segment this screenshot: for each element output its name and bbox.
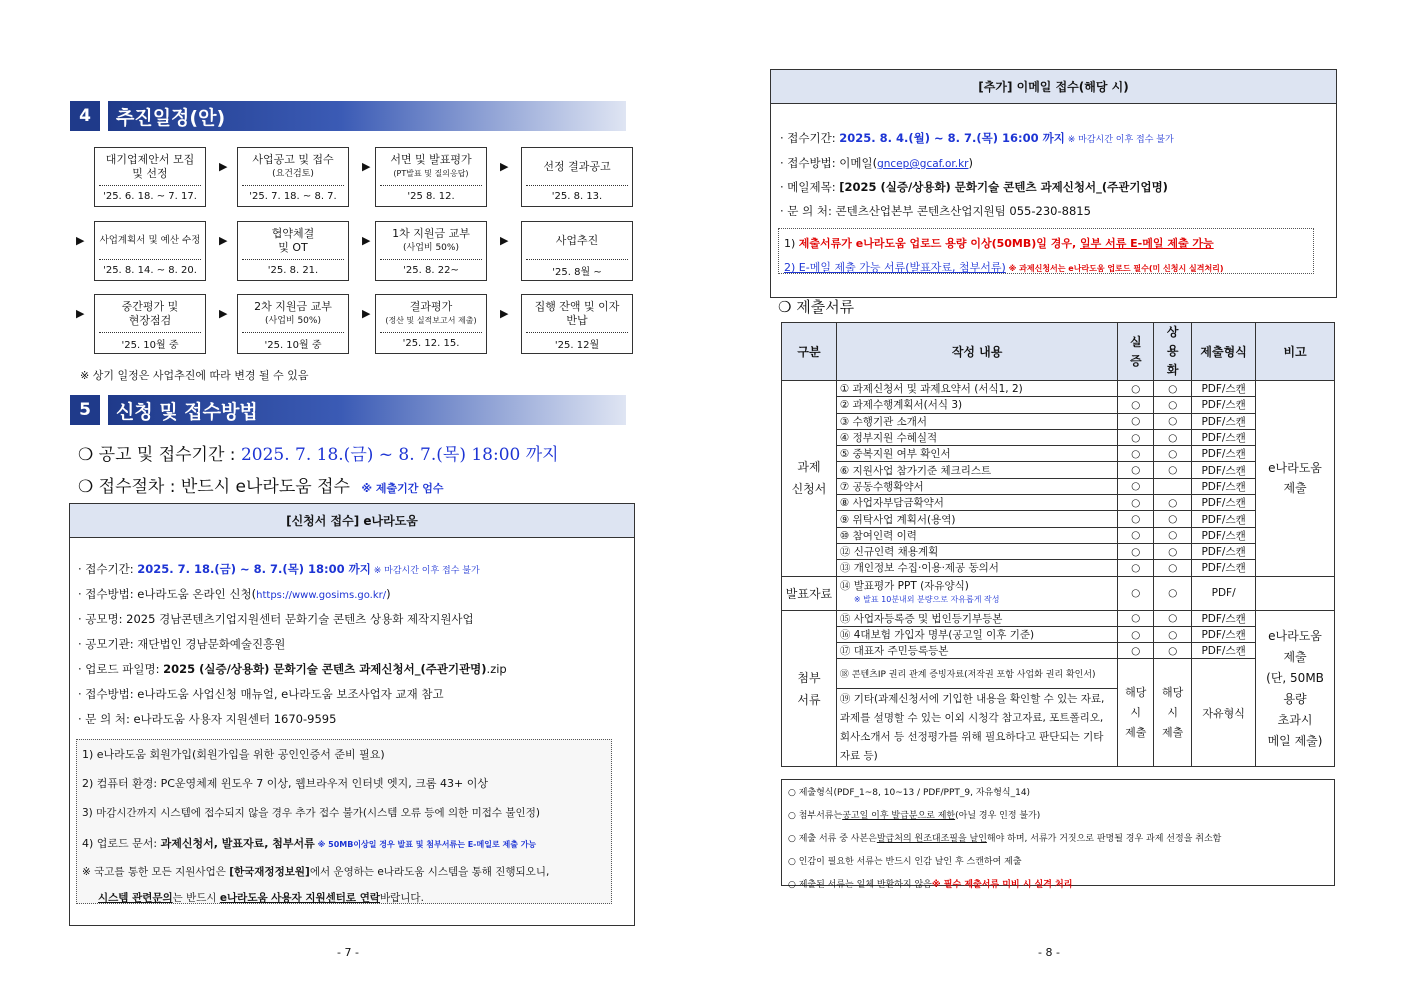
table-cell: PDF/스캔 — [1192, 495, 1256, 511]
schedule-step-title: 사업공고 및 접수 — [252, 152, 334, 166]
doc-note-5 — [782, 872, 1334, 895]
schedule-step-sub: (사업비 50%) — [265, 315, 321, 326]
schedule-step-title: 집행 잔액 및 이자 반납 — [534, 299, 620, 327]
email-line-period — [780, 130, 1174, 146]
flow-arrow-icon: ▶ — [362, 307, 371, 320]
flow-arrow-icon: ▶ — [76, 307, 85, 320]
table-row — [782, 381, 1335, 397]
flow-arrow-icon: ▶ — [362, 234, 371, 247]
col-header: 실 증 — [1118, 323, 1154, 381]
notice-2: 2) 컴퓨터 환경: PC운영체제 윈도우 7 이상, 웹브라우저 인터넷 엣지, 크롬 43+ 이상 — [82, 777, 489, 790]
schedule-step-title: 대기업제안서 모집 및 선정 — [105, 152, 195, 180]
text: · 접수기간: — [780, 131, 840, 145]
text: .zip — [486, 662, 507, 676]
schedule-step-sub: (PT발표 및 질의응답) — [393, 168, 469, 178]
schedule-step-date: '25. 12월 — [554, 339, 600, 351]
table-row — [782, 560, 1335, 576]
table-cell: PDF/ — [1192, 576, 1256, 610]
email-warning-1 — [784, 235, 1214, 251]
text: · 접수방법: e나라도움 온라인 신청( — [78, 587, 257, 601]
text: ⑭ 발표평가 PPT (자유양식) — [839, 580, 969, 593]
table-cell: PDF/스캔 — [1192, 413, 1256, 429]
text: · 접수기간: — [78, 562, 138, 576]
table-cell: ○ — [1154, 560, 1192, 576]
docs-title: ❍ 제출서류 — [778, 298, 855, 316]
text: ※ 발표 10분내외 분량으로 자유롭게 작성 — [853, 595, 1000, 605]
flow-arrow-icon: ▶ — [500, 307, 509, 320]
table-cell: ○ — [1154, 429, 1192, 445]
table-cell: PDF/스캔 — [1192, 446, 1256, 462]
table-cell: ○ — [1118, 495, 1154, 511]
schedule-step-title-area — [526, 222, 628, 260]
table-row — [782, 413, 1335, 429]
schedule-step-date: '25. 10월 중 — [121, 339, 179, 351]
email-box-title: [추가] 이메일 접수(해당 시) — [771, 70, 1336, 104]
schedule-note: ※ 상기 일정은 사업추진에 따라 변경 될 수 있음 — [80, 369, 309, 382]
app-line-period — [78, 561, 480, 577]
text: ○ 첨부서류는 — [788, 811, 843, 821]
flow-arrow-icon: ▶ — [500, 234, 509, 247]
schedule-step — [521, 294, 633, 354]
table-cell: 해당 시 제출 — [1118, 659, 1154, 767]
gosims-link[interactable]: https://www.gosims.go.kr/ — [256, 590, 387, 601]
table-cell: ④ 정부지원 수혜실적 — [836, 429, 1117, 445]
table-cell: ○ — [1118, 626, 1154, 642]
schedule-step — [375, 221, 487, 281]
schedule-step-date: '25. 8. 22~ — [403, 264, 459, 276]
table-cell: ○ — [1118, 511, 1154, 527]
table-cell: ⑫ 신규인력 채용계획 — [836, 543, 1117, 559]
schedule-step-title: 2차 지원금 교부 — [254, 299, 332, 313]
schedule-step-title: 서면 및 발표평가 — [390, 152, 472, 166]
notice-3: 3) 마감시간까지 시스템에 접수되지 않을 경우 추가 접수 불가(시스템 오류 등에 의한 미접수 불인정) — [82, 807, 540, 819]
doc-note-1: ○ 제출형식(PDF_1~8, 10~13 / PDF/PPT_9, 자유형식_14) — [788, 788, 1031, 798]
text: (아닐 경우 인정 불가) — [955, 811, 1041, 821]
table-row — [782, 429, 1335, 445]
text: ○ 제출 서류 중 사본은 — [788, 834, 877, 844]
section-number: 4 — [70, 101, 100, 131]
app-line-method — [78, 586, 391, 602]
table-row — [782, 643, 1335, 659]
doc-note-3 — [782, 826, 1334, 849]
schedule-step-date: '25. 8. 21. — [267, 264, 319, 276]
text: [2025 (실증/상용화) 문화기술 콘텐츠 과제신청서_(주관기업명) — [839, 180, 1168, 194]
text: 2) E-메일 제출 가능 서류(발표자료, 첨부서류) — [784, 261, 1006, 274]
email-line-method — [780, 155, 973, 171]
table-cell: 해당 시 제출 — [1154, 659, 1192, 767]
table-row — [782, 511, 1335, 527]
table-cell: 발표자료 — [782, 576, 837, 610]
text: [한국재정정보원] — [229, 866, 310, 878]
table-cell: ○ — [1118, 429, 1154, 445]
notice-1: 1) e나라도움 회원가입(회원가입을 위한 공인인증서 준비 필요) — [82, 748, 385, 761]
text: · 메일제목: — [780, 180, 840, 194]
flow-arrow-icon: ▶ — [219, 160, 228, 173]
table-cell: e나라도움 제출 (단, 50MB 용량 초과시 메일 제출) — [1256, 610, 1335, 767]
col-header: 구분 — [782, 323, 837, 381]
text: 해야 하며, 서류가 거짓으로 판명될 경우 과제 선정을 취소함 — [986, 834, 1222, 844]
schedule-step-title: 협약체결 및 OT — [271, 226, 315, 254]
documents-table — [781, 322, 1335, 767]
schedule-step — [521, 147, 633, 207]
table-row — [782, 610, 1335, 626]
email-line-contact: · 문 의 처: 콘텐츠산업본부 콘텐츠산업지원팀 055-230-8815 — [780, 204, 1091, 218]
schedule-step-date: '25. 7. 18. ~ 8. 7. — [249, 190, 337, 202]
schedule-step — [94, 294, 206, 354]
schedule-step-title-area — [242, 222, 344, 260]
table-cell: ⑱ 콘텐츠IP 권리 관계 증빙자료(저작권 포함 사업화 권리 확인서) — [836, 659, 1117, 689]
text: ) — [968, 156, 973, 170]
table-cell: ⑤ 중복지원 여부 확인서 — [836, 446, 1117, 462]
col-header: 제출형식 — [1192, 323, 1256, 381]
text: ※ 과제신청서는 e나라도움 업로드 필수(미 신청시 실격처리) — [1005, 264, 1224, 273]
schedule-step-title-area — [380, 222, 482, 260]
table-cell: PDF/스캔 — [1192, 397, 1256, 413]
text: 2025. 7. 18.(금) ~ 8. 7.(목) 18:00 까지 — [137, 562, 371, 576]
flow-arrow-icon: ▶ — [76, 234, 85, 247]
text: 일부 서류 E-메일 제출 가능 — [1080, 237, 1214, 250]
app-line-contact: · 문 의 처: e나라도움 사용자 지원센터 1670-9595 — [78, 712, 337, 726]
procedure-line — [78, 472, 443, 497]
table-cell: ○ — [1118, 381, 1154, 397]
table-cell: ⑦ 공동수행확약서 — [836, 478, 1117, 494]
doc-note-2 — [782, 803, 1334, 826]
schedule-step-date: '25. 6. 18. ~ 7. 17. — [103, 190, 197, 202]
table-cell: ○ — [1154, 413, 1192, 429]
text: 시스템 관련문의 — [98, 892, 173, 904]
table-cell: ⑯ 4대보험 가입자 명부(공고일 이후 기준) — [836, 626, 1117, 642]
app-line-filename — [78, 661, 507, 677]
section-5-header — [70, 395, 626, 425]
notice-4 — [82, 835, 536, 851]
text: 1) — [784, 237, 799, 250]
table-cell: ○ — [1154, 495, 1192, 511]
text: 바랍니다. — [380, 892, 424, 904]
text: ※ 필수 제출서류 미비 시 실격 처리 — [931, 880, 1073, 890]
text: · 업로드 파일명: — [78, 662, 164, 676]
schedule-step-title-area — [99, 148, 201, 186]
text: ※ 마감시간 이후 접수 불가 — [370, 566, 480, 576]
period-value: 2025. 7. 18.(금) ~ 8. 7.(목) 18:00 까지 — [240, 445, 559, 465]
table-row — [782, 495, 1335, 511]
section-title: 추진일정(안) — [108, 101, 626, 131]
text: 는 반드시 — [172, 892, 220, 904]
table-cell — [1256, 576, 1335, 610]
text: e나라도움 사용자 지원센터로 연락 — [219, 892, 380, 904]
section-number: 5 — [70, 395, 100, 425]
schedule-step — [94, 221, 206, 281]
table-cell: ○ — [1118, 478, 1154, 494]
email-warning-2 — [784, 259, 1224, 275]
schedule-step-title-area — [99, 295, 201, 333]
table-cell: 자유형식 — [1192, 659, 1256, 767]
table-cell: ○ — [1154, 643, 1192, 659]
table-cell: PDF/스캔 — [1192, 429, 1256, 445]
schedule-step-title: 1차 지원금 교부 — [392, 226, 470, 240]
table-cell: ○ — [1118, 413, 1154, 429]
doc-notes — [781, 779, 1335, 890]
procedure-label: ❍ 접수절차 : 반드시 e나라도움 접수 — [78, 477, 350, 497]
table-cell: PDF/스캔 — [1192, 643, 1256, 659]
table-cell: 과제 신청서 — [782, 381, 837, 577]
schedule-step-title: 사업계획서 및 예산 수정 — [99, 234, 201, 246]
table-cell: ○ — [1154, 626, 1192, 642]
schedule-step-title-area — [380, 148, 482, 186]
schedule-step — [237, 147, 349, 207]
schedule-step — [375, 294, 487, 354]
table-cell: ○ — [1118, 446, 1154, 462]
table-row — [782, 446, 1335, 462]
section-4-header — [70, 101, 626, 131]
notice-5 — [82, 864, 549, 879]
schedule-step-date: '25. 8. 13. — [551, 190, 603, 202]
schedule-step-date: '25. 8. 14. ~ 8. 20. — [103, 264, 197, 276]
schedule-step-date: '25 8. 12. — [407, 190, 455, 202]
app-line-name: · 공모명: 2025 경남콘텐츠기업지원센터 문화기술 콘텐츠 상용화 제작지원사업 — [78, 612, 474, 626]
flow-arrow-icon: ▶ — [219, 234, 228, 247]
text: ) — [386, 587, 391, 601]
table-cell: ○ — [1118, 527, 1154, 543]
text: 에서 운영하는 e나라도움 시스템을 통해 진행되오니, — [309, 866, 550, 878]
table-cell: ○ — [1118, 543, 1154, 559]
table-cell: ○ — [1118, 560, 1154, 576]
table-cell: ○ — [1118, 576, 1154, 610]
table-cell: PDF/스캔 — [1192, 381, 1256, 397]
text: 제출서류가 e나라도움 업로드 용량 이상(50MB)일 경우, — [798, 237, 1080, 250]
text: 2025. 8. 4.(월) ~ 8. 7.(목) 16:00 까지 — [839, 131, 1065, 145]
flow-arrow-icon: ▶ — [362, 160, 371, 173]
table-cell: ○ — [1118, 397, 1154, 413]
table-cell: ⑨ 위탁사업 계획서(용역) — [836, 511, 1117, 527]
table-cell: PDF/스캔 — [1192, 560, 1256, 576]
table-row — [782, 527, 1335, 543]
page-number-left: - 7 - — [337, 946, 359, 959]
table-cell: ⑲ 기타(과제신청서에 기입한 내용을 확인할 수 있는 자료, 과제를 설명할 수 있는 이외 시청각 참고자료, 포트폴리오, 회사소개서 등 선정평가를 위해 필요하다고 판단되는 기타 자료 등) — [836, 689, 1117, 767]
table-cell: PDF/스캔 — [1192, 462, 1256, 478]
schedule-step-title: 결과평가 — [409, 299, 453, 313]
schedule-step-title: 중간평가 및 현장점검 — [121, 299, 179, 327]
table-cell: ○ — [1154, 543, 1192, 559]
text: · 접수방법: 이메일( — [780, 156, 878, 170]
table-cell: ○ — [1154, 462, 1192, 478]
flow-arrow-icon: ▶ — [500, 160, 509, 173]
period-line — [78, 440, 559, 465]
table-cell: PDF/스캔 — [1192, 527, 1256, 543]
text: ※ 국고를 통한 모든 지원사업은 — [82, 866, 230, 878]
table-row — [782, 478, 1335, 494]
table-cell: ○ — [1118, 462, 1154, 478]
schedule-step — [375, 147, 487, 207]
text: ※ 50MB이상일 경우 발표 및 첨부서류는 E-메일로 제출 가능 — [314, 840, 537, 849]
text: 과제신청서, 발표자료, 첨부서류 — [160, 837, 315, 850]
table-row — [782, 576, 1335, 610]
schedule-step-title-area — [242, 148, 344, 186]
notice-6 — [98, 890, 424, 905]
app-line-manual: · 접수방법: e나라도움 사업신청 매뉴얼, e나라도움 보조사업자 교재 참고 — [78, 687, 444, 701]
schedule-step-sub: (정산 및 실적보고서 제출) — [385, 315, 477, 325]
schedule-step-date: '25. 10월 중 — [264, 339, 322, 351]
table-cell: ③ 수행기관 소개서 — [836, 413, 1117, 429]
schedule-step-title-area — [380, 295, 482, 333]
section-title: 신청 및 접수방법 — [108, 395, 626, 425]
schedule-step-title-area — [526, 148, 628, 186]
text: ○ 제출된 서류는 일체 반환하지 않음 — [788, 880, 932, 890]
table-cell: ⑩ 참여인력 이력 — [836, 527, 1117, 543]
schedule-step-date: '25. 12. 15. — [402, 337, 460, 349]
table-cell: PDF/스캔 — [1192, 511, 1256, 527]
table-cell — [836, 576, 1117, 610]
period-label: ❍ 공고 및 접수기간 : — [78, 445, 241, 465]
app-line-org: · 공모기관: 재단법인 경남문화예술진흥원 — [78, 637, 286, 651]
notice-box — [76, 739, 612, 904]
schedule-step — [237, 221, 349, 281]
flow-arrow-icon: ▶ — [219, 307, 228, 320]
schedule-step-title: 선정 결과공고 — [543, 159, 611, 173]
table-row — [782, 397, 1335, 413]
table-cell: ○ — [1154, 446, 1192, 462]
page-number-right: - 8 - — [1038, 946, 1060, 959]
schedule-step-title-area — [242, 295, 344, 333]
table-cell: ○ — [1154, 381, 1192, 397]
table-cell: PDF/스캔 — [1192, 626, 1256, 642]
table-cell: ⑬ 개인정보 수집·이용·제공 동의서 — [836, 560, 1117, 576]
schedule-step — [237, 294, 349, 354]
schedule-step-date: '25. 8월 ~ — [552, 266, 602, 278]
schedule-step-title-area — [99, 222, 201, 260]
table-cell: ⑥ 지원사업 참가기준 체크리스트 — [836, 462, 1117, 478]
text: ※ 마감시간 이후 접수 불가 — [1064, 135, 1174, 145]
email-line-subject — [780, 179, 1168, 195]
table-cell: ○ — [1154, 527, 1192, 543]
col-header: 상 용 화 — [1154, 323, 1192, 381]
schedule-step-title-area — [526, 295, 628, 333]
table-cell: ⑰ 대표자 주민등록등본 — [836, 643, 1117, 659]
email-link[interactable]: gncep@gcaf.or.kr — [877, 158, 969, 170]
schedule-step-sub: (사업비 50%) — [403, 242, 459, 253]
table-cell: ⑮ 사업자등록증 및 법인등기부등본 — [836, 610, 1117, 626]
table-row — [782, 543, 1335, 559]
table-row — [782, 659, 1335, 689]
table-cell: 첨부 서류 — [782, 610, 837, 767]
table-cell: ② 과제수행계획서(서식 3) — [836, 397, 1117, 413]
table-cell: ⑧ 사업자부담금확약서 — [836, 495, 1117, 511]
col-header: 비고 — [1256, 323, 1335, 381]
table-cell: PDF/스캔 — [1192, 610, 1256, 626]
table-cell: ○ — [1154, 511, 1192, 527]
table-cell: ○ — [1118, 610, 1154, 626]
application-box-title: [신청서 접수] e나라도움 — [70, 504, 634, 538]
text: 공고일 이후 발급분으로 제한 — [842, 811, 956, 821]
table-cell: PDF/스캔 — [1192, 478, 1256, 494]
col-header: 작성 내용 — [836, 323, 1117, 381]
table-cell: e나라도움 제출 — [1256, 381, 1335, 577]
table-cell: ○ — [1118, 643, 1154, 659]
table-cell: ○ — [1154, 610, 1192, 626]
schedule-step-sub: (요건검토) — [272, 168, 314, 179]
table-cell: PDF/스캔 — [1192, 543, 1256, 559]
text: 2025 (실증/상용화) 문화기술 콘텐츠 과제신청서_(주관기관명) — [163, 662, 487, 676]
text: 발급처의 원조대조필을 날인 — [876, 834, 987, 844]
doc-note-4: ○ 인감이 필요한 서류는 반드시 인감 날인 후 스캔하여 제출 — [788, 857, 1022, 867]
schedule-step — [521, 221, 633, 281]
table-row — [782, 462, 1335, 478]
table-row — [782, 626, 1335, 642]
procedure-note: ※ 제출기간 엄수 — [361, 482, 444, 495]
table-cell: ○ — [1154, 576, 1192, 610]
schedule-step — [94, 147, 206, 207]
schedule-step-title: 사업추진 — [555, 233, 599, 247]
table-cell: ○ — [1154, 397, 1192, 413]
table-cell — [1154, 478, 1192, 494]
table-cell: ① 과제신청서 및 과제요약서 (서식1, 2) — [836, 381, 1117, 397]
text: 4) 업로드 문서: — [82, 837, 161, 850]
